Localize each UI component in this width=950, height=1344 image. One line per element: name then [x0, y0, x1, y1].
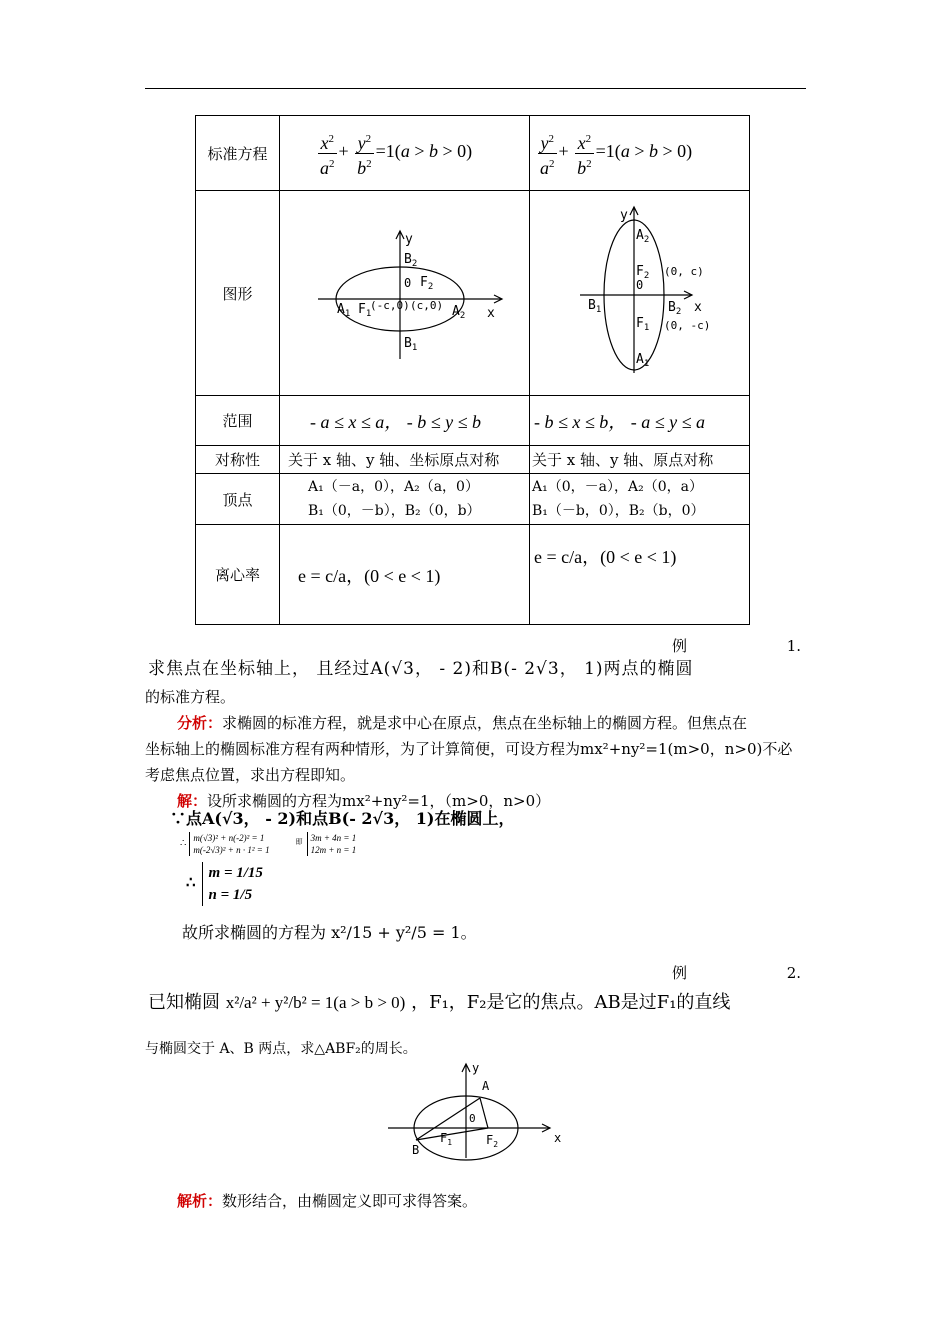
- v-range: - b ≤ x ≤ b， - a ≤ y ≤ a: [530, 396, 750, 446]
- origin-label: 0: [404, 276, 412, 290]
- example1-result: ∴ m = 1/15 n = 1/5: [186, 862, 263, 906]
- v-vertices: A₁（0，－a），A₂（0，a） B₁（－b，0），B₂（b，0）: [530, 474, 750, 525]
- vertical-ellipse-diagram: [530, 191, 750, 391]
- h-eccentricity: [280, 525, 530, 625]
- row-standard-equation: [196, 116, 750, 191]
- segment-af2: [480, 1098, 488, 1128]
- f1-coord: (0, -c): [664, 319, 711, 332]
- v-standard-equation: $\frac{y^2}{a^2}$ + $\frac{x^2}{b^2}$ =1(a > b > 0): [530, 116, 750, 191]
- y-label: y: [472, 1061, 480, 1075]
- example1-line2: 的标准方程。: [145, 688, 236, 706]
- x-label: x: [554, 1131, 562, 1145]
- example1-analysis-1: 分析：求椭圆的标准方程，就是求中心在原点，焦点在坐标轴上的椭圆方程。但焦点在: [177, 714, 748, 732]
- origin-label: 0: [636, 278, 644, 292]
- label-standard-equation: 标准方程: [196, 116, 280, 191]
- a1-label: $A_1$: [337, 302, 351, 319]
- point-b-label: B: [412, 1143, 420, 1157]
- example1-analysis-2: 坐标轴上的椭圆标准方程有两种情形，为了计算简便，可设方程为mx²+ny²=1(m>0，n>0)不必: [145, 740, 793, 758]
- header-rule: [145, 88, 806, 89]
- h-vertices: A₁（－a，0），A₂（a，0） B₁（0，－b），B₂（0，b）: [280, 474, 530, 525]
- row-figure: [196, 191, 750, 396]
- label-range: 范围: [196, 396, 280, 446]
- eccentricity-eq: e = c/a，(0 < e < 1): [298, 565, 441, 586]
- point-a-label: A: [482, 1079, 490, 1093]
- example2-title: 例 2.: [672, 964, 802, 982]
- label-symmetry: 对称性: [196, 446, 280, 474]
- example1-title: 例 1.: [672, 637, 802, 655]
- label-figure: 图形: [196, 191, 280, 396]
- example2-diagram: [380, 1058, 570, 1163]
- y-label: y: [620, 208, 628, 223]
- f1-label: $F_1$: [440, 1131, 453, 1147]
- f2-coord: (c,0): [410, 299, 444, 312]
- f1-coord: (-c,0): [370, 299, 410, 312]
- ellipse-properties-table: [195, 115, 750, 625]
- horizontal-ellipse-diagram: [280, 191, 530, 391]
- a1-label: $A_1$: [636, 352, 650, 369]
- row-vertices: [196, 474, 750, 525]
- v-symmetry: 关于 x 轴、y 轴、原点对称: [530, 446, 750, 474]
- example2-analysis: 解析：数形结合，由椭圆定义即可求得答案。: [177, 1192, 478, 1210]
- example2-line2: 与椭圆交于 A、B 两点，求△ABF₂的周长。: [145, 1041, 417, 1057]
- x-label: x: [487, 306, 495, 321]
- label-eccentricity: 离心率: [196, 525, 280, 625]
- b1-label: $B_1$: [588, 298, 602, 315]
- example1-solution-1: 解：设所求椭圆的方程为mx²+ny²=1，（m>0，n>0）: [177, 792, 551, 810]
- h-figure-cell: [280, 191, 530, 396]
- a2-label: $A_2$: [452, 304, 466, 321]
- origin-label: 0: [469, 1112, 476, 1125]
- row-eccentricity: [196, 525, 750, 625]
- example1-solution-2: ∵点A(√3， - 2)和点B(- 2√3， 1)在椭圆上，: [170, 809, 515, 828]
- f1-label: $F_1$: [636, 316, 650, 333]
- example1-conclusion: 故所求椭圆的方程为 x²/15 + y²/5 = 1。: [182, 923, 477, 942]
- b2-label: $B_2$: [668, 300, 682, 317]
- f2-label: $F_2$: [420, 275, 434, 292]
- h-standard-equation: $\frac{x^2}{a^2}$ + $\frac{y^2}{b^2}$ =1(a > b > 0): [280, 116, 530, 191]
- f2-label: $F_2$: [486, 1133, 499, 1149]
- a2-label: $A_2$: [636, 228, 650, 245]
- example1-line1: 求焦点在坐标轴上， 且经过A(√3， - 2)和B(- 2√3， 1)两点的椭圆: [148, 659, 694, 679]
- label-vertices: 顶点: [196, 474, 280, 525]
- example1-analysis-3: 考虑焦点位置，求出方程即知。: [145, 766, 356, 784]
- h-range: - a ≤ x ≤ a， - b ≤ y ≤ b: [280, 396, 530, 446]
- f1-label: $F_1$: [358, 302, 372, 319]
- example2-line1: 已知椭圆 x²/a² + y²/b² = 1(a > b > 0) ，F₁，F₂是它的焦点。AB是过F₁的直线: [148, 992, 731, 1013]
- row-range: [196, 396, 750, 446]
- v-figure-cell: [530, 191, 750, 396]
- example1-system: ∴ m(√3)² + n(-2)² = 1 m(-2√3)² + n · 1² = 1 即 3m + 4n = 1 12m + n = 1: [180, 833, 357, 855]
- f2-label: $F_2$: [636, 264, 650, 281]
- row-symmetry: [196, 446, 750, 474]
- b2-label: $B_2$: [404, 252, 418, 269]
- v-eccentricity: [530, 525, 750, 625]
- h-symmetry: 关于 x 轴、y 轴、坐标原点对称: [280, 446, 530, 474]
- b1-label: $B_1$: [404, 336, 418, 353]
- x-label: x: [694, 300, 702, 315]
- f2-coord: (0, c): [664, 265, 704, 278]
- eccentricity-eq: e = c/a，(0 < e < 1): [534, 547, 677, 567]
- y-label: y: [405, 232, 413, 247]
